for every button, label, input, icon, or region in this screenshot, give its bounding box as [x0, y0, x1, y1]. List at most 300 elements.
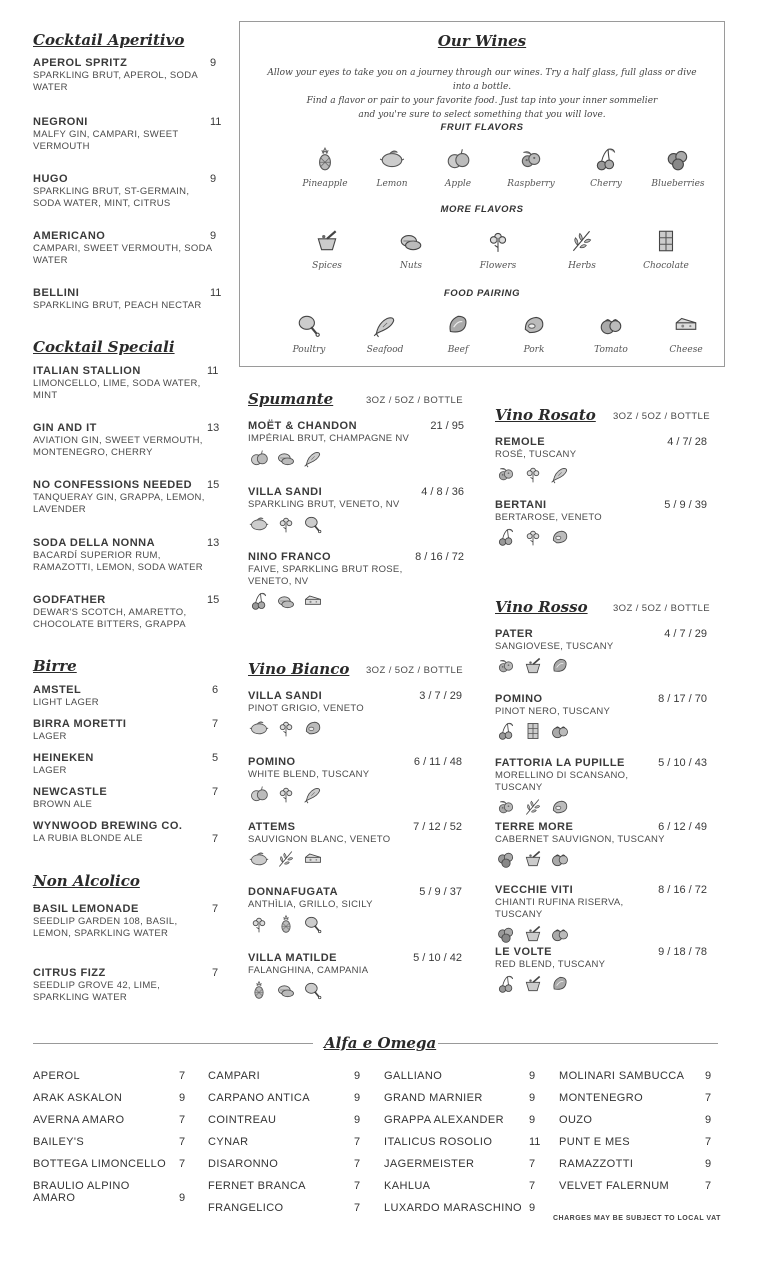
item-name: APEROL SPRITZ: [33, 57, 128, 69]
liqueur-price: 7: [705, 1092, 712, 1104]
vat-note: CHARGES MAY BE SUBJECT TO LOCAL VAT: [553, 1215, 721, 1222]
item-name: NEGRONI: [33, 116, 88, 128]
wine-price: 21 / 95: [430, 420, 464, 432]
vino-rosato-title: Vino Rosato: [495, 406, 596, 424]
wine-price: 9 / 18 / 78: [658, 946, 707, 958]
item-name: CITRUS FIZZ: [33, 967, 106, 979]
wine-item: [495, 757, 665, 817]
pork-icon: [519, 312, 549, 338]
flavor-label: Nuts: [400, 261, 422, 271]
item-price: 13: [207, 422, 220, 434]
flowers-icon: [275, 718, 297, 738]
flavor-label: Pineapple: [302, 179, 348, 189]
nuts-flavor: [371, 228, 451, 271]
our-wines-panel: [239, 21, 725, 367]
cheese-icon: [302, 849, 324, 869]
item-price: 11: [207, 365, 219, 377]
liqueur-price: 7: [529, 1158, 536, 1170]
spices-icon: [522, 924, 544, 944]
pairing-icons: [248, 849, 418, 869]
wine-name: VECCHIE VITI: [495, 884, 574, 896]
vino-bianco-title: Vino Bianco: [248, 660, 350, 678]
wine-description: SANGIOVESE, TUSCANY: [495, 641, 614, 652]
flavor-label: Poultry: [292, 345, 326, 355]
item-name: AMSTEL: [33, 684, 82, 696]
wine-description: PINOT NERO, TUSCANY: [495, 706, 611, 717]
wine-price: 8 / 16 / 72: [415, 551, 464, 563]
wine-item: [248, 756, 418, 804]
liqueur-price: 9: [705, 1114, 712, 1126]
flowers-icon: [248, 914, 270, 934]
vino-rosso-sizes: 3OZ / 5OZ / BOTTLE: [613, 603, 710, 614]
flowers-icon: [275, 784, 297, 804]
flavor-label: Seafood: [366, 345, 404, 355]
raspberry-icon: [516, 146, 546, 172]
cherry-icon: [591, 146, 621, 172]
wine-item: [495, 946, 665, 994]
herbs-flavor: [542, 228, 622, 271]
menu-item: [33, 173, 213, 210]
item-price: 13: [207, 537, 220, 549]
wine-item: [495, 628, 665, 676]
wine-description: FALANGHINA, CAMPANIA: [248, 965, 369, 976]
flowers-flavor: [458, 228, 538, 271]
liqueur-price: 11: [529, 1136, 541, 1148]
raspberry-icon: [495, 464, 517, 484]
wine-price: 6 / 11 / 48: [413, 756, 462, 768]
spumante-sizes: 3OZ / 5OZ / BOTTLE: [366, 395, 463, 406]
herbs-icon: [275, 849, 297, 869]
menu-item: [33, 57, 213, 94]
flavor-label: Pork: [523, 345, 545, 355]
flavor-label: Beef: [447, 345, 469, 355]
item-name: ITALIAN STALLION: [33, 365, 141, 377]
wine-item: [495, 884, 665, 944]
seafood-icon: [549, 464, 571, 484]
pairing-icons: [495, 974, 665, 994]
wine-price: 4 / 8 / 36: [421, 486, 464, 498]
liqueur-name: BRAULIO ALPINO AMARO: [33, 1180, 130, 1204]
flavor-label: Lemon: [376, 179, 408, 189]
lemon-icon: [248, 718, 270, 738]
cheese-icon: [302, 591, 324, 611]
pineapple-icon: [248, 980, 270, 1000]
item-description: AVIATION GIN, SWEET VERMOUTH, MONTENEGRO, CHERRY: [33, 435, 203, 458]
blueberries-icon: [495, 924, 517, 944]
flowers-icon: [522, 464, 544, 484]
menu-item: [33, 752, 213, 777]
lemon-icon: [377, 146, 407, 172]
wine-description: BERTAROSE, VENETO: [495, 512, 602, 523]
pairing-icons: [495, 924, 665, 944]
item-price: 7: [212, 786, 219, 798]
liqueur-name: ARAK ASKALON: [33, 1092, 123, 1104]
item-name: NEWCASTLE: [33, 786, 108, 798]
cherry-icon: [495, 974, 517, 994]
liqueur-price: 7: [179, 1158, 186, 1170]
wine-price: 5 / 9 / 37: [419, 886, 462, 898]
wine-description: SAUVIGNON BLANC, VENETO: [248, 834, 391, 845]
pork-icon: [549, 797, 571, 817]
chocolate-flavor: [626, 228, 706, 271]
blueberries-icon: [663, 146, 693, 172]
wine-price: 8 / 17 / 70: [658, 693, 707, 705]
wine-price: 3 / 7 / 29: [419, 690, 462, 702]
apple-icon: [248, 448, 270, 468]
intro-line-2: Find a flavor or pair to your favorite food. Just tap into your inner sommelier: [306, 96, 658, 106]
wine-item: [248, 551, 418, 611]
liqueur-price: 9: [354, 1092, 361, 1104]
wine-item: [248, 690, 418, 738]
liqueur-price: 9: [354, 1070, 361, 1082]
liqueur-price: 7: [354, 1202, 361, 1214]
spices-icon: [522, 974, 544, 994]
beef-icon: [549, 974, 571, 994]
wine-name: LE VOLTE: [495, 946, 552, 958]
our-wines-title: Our Wines: [437, 32, 527, 50]
poultry-icon: [294, 312, 324, 338]
wine-description: MORELLINO DI SCANSANO, TUSCANY: [495, 770, 629, 793]
wine-price: 7 / 12 / 52: [413, 821, 462, 833]
item-name: HEINEKEN: [33, 752, 94, 764]
menu-item: [33, 967, 213, 1004]
chocolate-icon: [522, 721, 544, 741]
liqueur-price: 9: [529, 1114, 536, 1126]
liqueur-name: BAILEY'S: [33, 1136, 85, 1148]
menu-item: [33, 365, 213, 402]
nuts-icon: [275, 448, 297, 468]
flavor-label: Chocolate: [643, 261, 689, 271]
item-price: 11: [210, 116, 222, 128]
tomato-icon: [596, 312, 626, 338]
wine-name: MOËT & CHANDON: [248, 420, 358, 432]
apple-icon: [443, 146, 473, 172]
liqueur-name: PUNT E MES: [559, 1136, 631, 1148]
vino-rosato-sizes: 3OZ / 5OZ / BOTTLE: [613, 411, 710, 422]
liqueur-name: MOLINARI SAMBUCCA: [559, 1070, 685, 1082]
pork-flavor: [494, 312, 574, 355]
spices-flavor: [287, 228, 367, 271]
wine-name: POMINO: [248, 756, 296, 768]
flowers-icon: [275, 514, 297, 534]
cheese-icon: [671, 312, 701, 338]
menu-item: [33, 594, 213, 631]
wine-price: 5 / 10 / 43: [658, 757, 707, 769]
pairing-icons: [495, 849, 665, 869]
wine-description: ROSÉ, TUSCANY: [495, 449, 577, 460]
item-price: 7: [212, 967, 219, 979]
wine-item: [495, 693, 665, 741]
wine-description: ANTHÌLIA, GRILLO, SICILY: [248, 899, 373, 910]
item-price: 6: [212, 684, 219, 696]
liqueur-name: CAMPARI: [208, 1070, 261, 1082]
raspberry-flavor: [491, 146, 571, 189]
wine-price: 5 / 9 / 39: [664, 499, 707, 511]
wine-name: VILLA MATILDE: [248, 952, 337, 964]
nuts-icon: [275, 591, 297, 611]
lemon-icon: [248, 849, 270, 869]
spices-icon: [312, 228, 342, 254]
pairing-icons: [248, 448, 418, 468]
item-name: GODFATHER: [33, 594, 106, 606]
liqueur-price: 9: [354, 1114, 361, 1126]
wine-description: PINOT GRIGIO, VENETO: [248, 703, 364, 714]
wine-item: [495, 821, 665, 869]
wine-name: POMINO: [495, 693, 543, 705]
flavor-label: Spices: [312, 261, 342, 271]
beef-flavor: [418, 312, 498, 355]
liqueur-name: DISARONNO: [208, 1158, 279, 1170]
liqueur-price: 9: [179, 1192, 186, 1204]
pineapple-icon: [275, 914, 297, 934]
item-description: TANQUERAY GIN, GRAPPA, LEMON, LAVENDER: [33, 492, 205, 515]
liqueur-price: 7: [705, 1180, 712, 1192]
blueberries-flavor: [638, 146, 718, 189]
item-price: 11: [210, 287, 222, 299]
wine-price: 5 / 10 / 42: [413, 952, 462, 964]
pork-icon: [549, 527, 571, 547]
item-description: BROWN ALE: [33, 799, 93, 810]
item-description: LIMONCELLO, LIME, SODA WATER, MINT: [33, 378, 201, 401]
liqueur-price: 9: [179, 1092, 186, 1104]
item-price: 15: [207, 479, 220, 491]
item-description: LA RUBIA BLONDE ALE: [33, 833, 143, 844]
raspberry-icon: [495, 797, 517, 817]
item-price: 15: [207, 594, 220, 606]
poultry-flavor: [269, 312, 349, 355]
beef-icon: [443, 312, 473, 338]
chocolate-icon: [651, 228, 681, 254]
alfa-omega-divider-right: [438, 1043, 718, 1044]
menu-item: [33, 786, 213, 811]
pairing-icons: [248, 718, 418, 738]
birre-title: Birre: [33, 657, 77, 675]
pairing-icons: [248, 514, 418, 534]
wine-name: VILLA SANDI: [248, 486, 323, 498]
liqueur-price: 9: [529, 1070, 536, 1082]
flowers-icon: [483, 228, 513, 254]
wine-name: VILLA SANDI: [248, 690, 323, 702]
wine-item: [248, 886, 418, 934]
menu-item: [33, 422, 213, 459]
pork-icon: [302, 718, 324, 738]
lemon-icon: [248, 514, 270, 534]
liqueur-name: KAHLUA: [384, 1180, 431, 1192]
liqueur-name: JAGERMEISTER: [384, 1158, 475, 1170]
item-description: DEWAR'S SCOTCH, AMARETTO, CHOCOLATE BITTERS, GRAPPA: [33, 607, 187, 630]
menu-item: [33, 820, 213, 845]
wine-description: WHITE BLEND, TUSCANY: [248, 769, 370, 780]
item-name: HUGO: [33, 173, 68, 185]
flavor-label: Cheese: [669, 345, 703, 355]
menu-item: [33, 903, 213, 940]
seafood-icon: [370, 312, 400, 338]
liqueur-name: COINTREAU: [208, 1114, 277, 1126]
item-description: SPARKLING BRUT, APEROL, SODA WATER: [33, 70, 198, 93]
wine-name: ATTEMS: [248, 821, 296, 833]
menu-item: [33, 684, 213, 709]
intro-line-1: Allow your eyes to take you on a journey through our wines. Try a half glass, full glass or dive into a bottle.: [267, 68, 697, 92]
item-name: BELLINI: [33, 287, 80, 299]
poultry-icon: [302, 980, 324, 1000]
raspberry-icon: [495, 656, 517, 676]
cocktail-aperitivo-title: Cocktail Aperitivo: [33, 31, 185, 49]
nuts-icon: [396, 228, 426, 254]
cheese-flavor: [646, 312, 726, 355]
liqueur-name: BOTTEGA LIMONCELLO: [33, 1158, 167, 1170]
item-price: 7: [212, 833, 219, 845]
seafood-flavor: [345, 312, 425, 355]
item-description: SEEDLIP GARDEN 108, BASIL, LEMON, SPARKLING WATER: [33, 916, 178, 939]
pairing-icons: [495, 797, 665, 817]
liqueur-name: RAMAZZOTTI: [559, 1158, 634, 1170]
wine-name: FATTORIA LA PUPILLE: [495, 757, 625, 769]
item-description: CAMPARI, SWEET VERMOUTH, SODA WATER: [33, 243, 212, 266]
item-description: LAGER: [33, 731, 67, 742]
cherry-icon: [495, 721, 517, 741]
liqueur-name: CYNAR: [208, 1136, 249, 1148]
non-alcolico-title: Non Alcolico: [33, 872, 140, 890]
liqueur-name: FERNET BRANCA: [208, 1180, 306, 1192]
liqueur-price: 7: [354, 1158, 361, 1170]
liqueur-price: 7: [354, 1136, 361, 1148]
alfa-omega-title: Alfa e Omega: [324, 1034, 437, 1052]
liqueur-price: 9: [529, 1202, 536, 1214]
liqueur-price: 7: [705, 1136, 712, 1148]
pairing-icons: [248, 980, 418, 1000]
wine-name: PATER: [495, 628, 534, 640]
flavor-label: Cherry: [590, 179, 622, 189]
wine-name: BERTANI: [495, 499, 547, 511]
wine-price: 8 / 16 / 72: [658, 884, 707, 896]
apple-flavor: [418, 146, 498, 189]
liqueur-name: MONTENEGRO: [559, 1092, 644, 1104]
wine-name: NINO FRANCO: [248, 551, 332, 563]
item-description: BACARDÍ SUPERIOR RUM, RAMAZOTTI, LEMON, SODA WATER: [33, 550, 203, 573]
tomato-icon: [549, 924, 571, 944]
wine-item: [248, 821, 418, 869]
cherry-icon: [495, 527, 517, 547]
liqueur-name: GRAND MARNIER: [384, 1092, 483, 1104]
menu-item: [33, 718, 213, 743]
item-name: BIRRA MORETTI: [33, 718, 127, 730]
pineapple-icon: [310, 146, 340, 172]
menu-item: [33, 537, 213, 574]
spices-icon: [522, 656, 544, 676]
cherry-icon: [248, 591, 270, 611]
liqueur-price: 7: [529, 1180, 536, 1192]
seafood-icon: [302, 784, 324, 804]
wine-price: 4 / 7/ 28: [667, 436, 707, 448]
liqueur-name: LUXARDO MARASCHINO: [384, 1202, 522, 1214]
alfa-omega-divider-left: [33, 1043, 313, 1044]
pairing-icons: [248, 591, 418, 611]
flavor-label: Herbs: [568, 261, 596, 271]
item-name: BASIL LEMONADE: [33, 903, 139, 915]
liqueur-name: CARPANO ANTICA: [208, 1092, 310, 1104]
flavor-label: Apple: [444, 179, 472, 189]
item-name: GIN AND IT: [33, 422, 97, 434]
flavor-label: Blueberries: [651, 179, 705, 189]
item-description: MALFY GIN, CAMPARI, SWEET VERMOUTH: [33, 129, 179, 152]
our-wines-intro: [260, 66, 704, 122]
flowers-icon: [522, 527, 544, 547]
pairing-icons: [248, 784, 418, 804]
item-price: 7: [212, 903, 219, 915]
pairing-icons: [495, 527, 665, 547]
menu-item: [33, 116, 213, 153]
liqueur-name: APEROL: [33, 1070, 81, 1082]
liqueur-price: 9: [705, 1158, 712, 1170]
wine-item: [495, 499, 665, 547]
menu-item: [33, 287, 213, 312]
liqueur-price: 9: [705, 1070, 712, 1082]
liqueur-price: 7: [179, 1114, 186, 1126]
item-price: 9: [210, 57, 217, 69]
herbs-icon: [522, 797, 544, 817]
item-price: 9: [210, 230, 217, 242]
cherry-flavor: [566, 146, 646, 189]
liqueur-name: AVERNA AMARO: [33, 1114, 125, 1126]
spumante-title: Spumante: [248, 390, 334, 408]
intro-line-3: and you're sure to select something that you will love.: [358, 110, 606, 120]
tomato-icon: [549, 849, 571, 869]
herbs-icon: [567, 228, 597, 254]
wine-price: 6 / 12 / 49: [658, 821, 707, 833]
liqueur-price: 7: [179, 1070, 186, 1082]
poultry-icon: [302, 914, 324, 934]
menu-item: [33, 230, 213, 267]
apple-icon: [248, 784, 270, 804]
liqueur-price: 7: [354, 1180, 361, 1192]
spices-icon: [522, 849, 544, 869]
item-description: SPARKLING BRUT, PEACH NECTAR: [33, 300, 202, 311]
tomato-flavor: [571, 312, 651, 355]
fruit-flavors-heading: FRUIT FLAVORS: [440, 122, 524, 133]
wine-description: RED BLEND, TUSCANY: [495, 959, 606, 970]
liqueur-name: VELVET FALERNUM: [559, 1180, 670, 1192]
pairing-icons: [495, 721, 665, 741]
pairing-icons: [495, 656, 665, 676]
flavor-label: Flowers: [479, 261, 517, 271]
liqueur-name: ITALICUS ROSOLIO: [384, 1136, 493, 1148]
item-price: 9: [210, 173, 217, 185]
wine-name: DONNAFUGATA: [248, 886, 339, 898]
tomato-icon: [549, 721, 571, 741]
pairing-icons: [248, 914, 418, 934]
seafood-icon: [302, 448, 324, 468]
item-name: WYNWOOD BREWING CO.: [33, 820, 183, 832]
item-price: 7: [212, 718, 219, 730]
menu-item: [33, 479, 213, 516]
item-name: AMERICANO: [33, 230, 106, 242]
wine-item: [248, 420, 418, 468]
flavor-label: Tomato: [594, 345, 628, 355]
more-flavors-heading: MORE FLAVORS: [440, 204, 524, 215]
wine-description: IMPÉRIAL BRUT, CHAMPAGNE NV: [248, 433, 410, 444]
nuts-icon: [275, 980, 297, 1000]
poultry-icon: [302, 514, 324, 534]
blueberries-icon: [495, 849, 517, 869]
liqueur-name: GALLIANO: [384, 1070, 443, 1082]
liqueur-name: GRAPPA ALEXANDER: [384, 1114, 504, 1126]
item-description: LIGHT LAGER: [33, 697, 99, 708]
beef-icon: [549, 656, 571, 676]
liqueur-name: FRANGELICO: [208, 1202, 284, 1214]
pairing-icons: [495, 464, 665, 484]
item-description: SEEDLIP GROVE 42, LIME, SPARKLING WATER: [33, 980, 161, 1003]
item-description: LAGER: [33, 765, 67, 776]
